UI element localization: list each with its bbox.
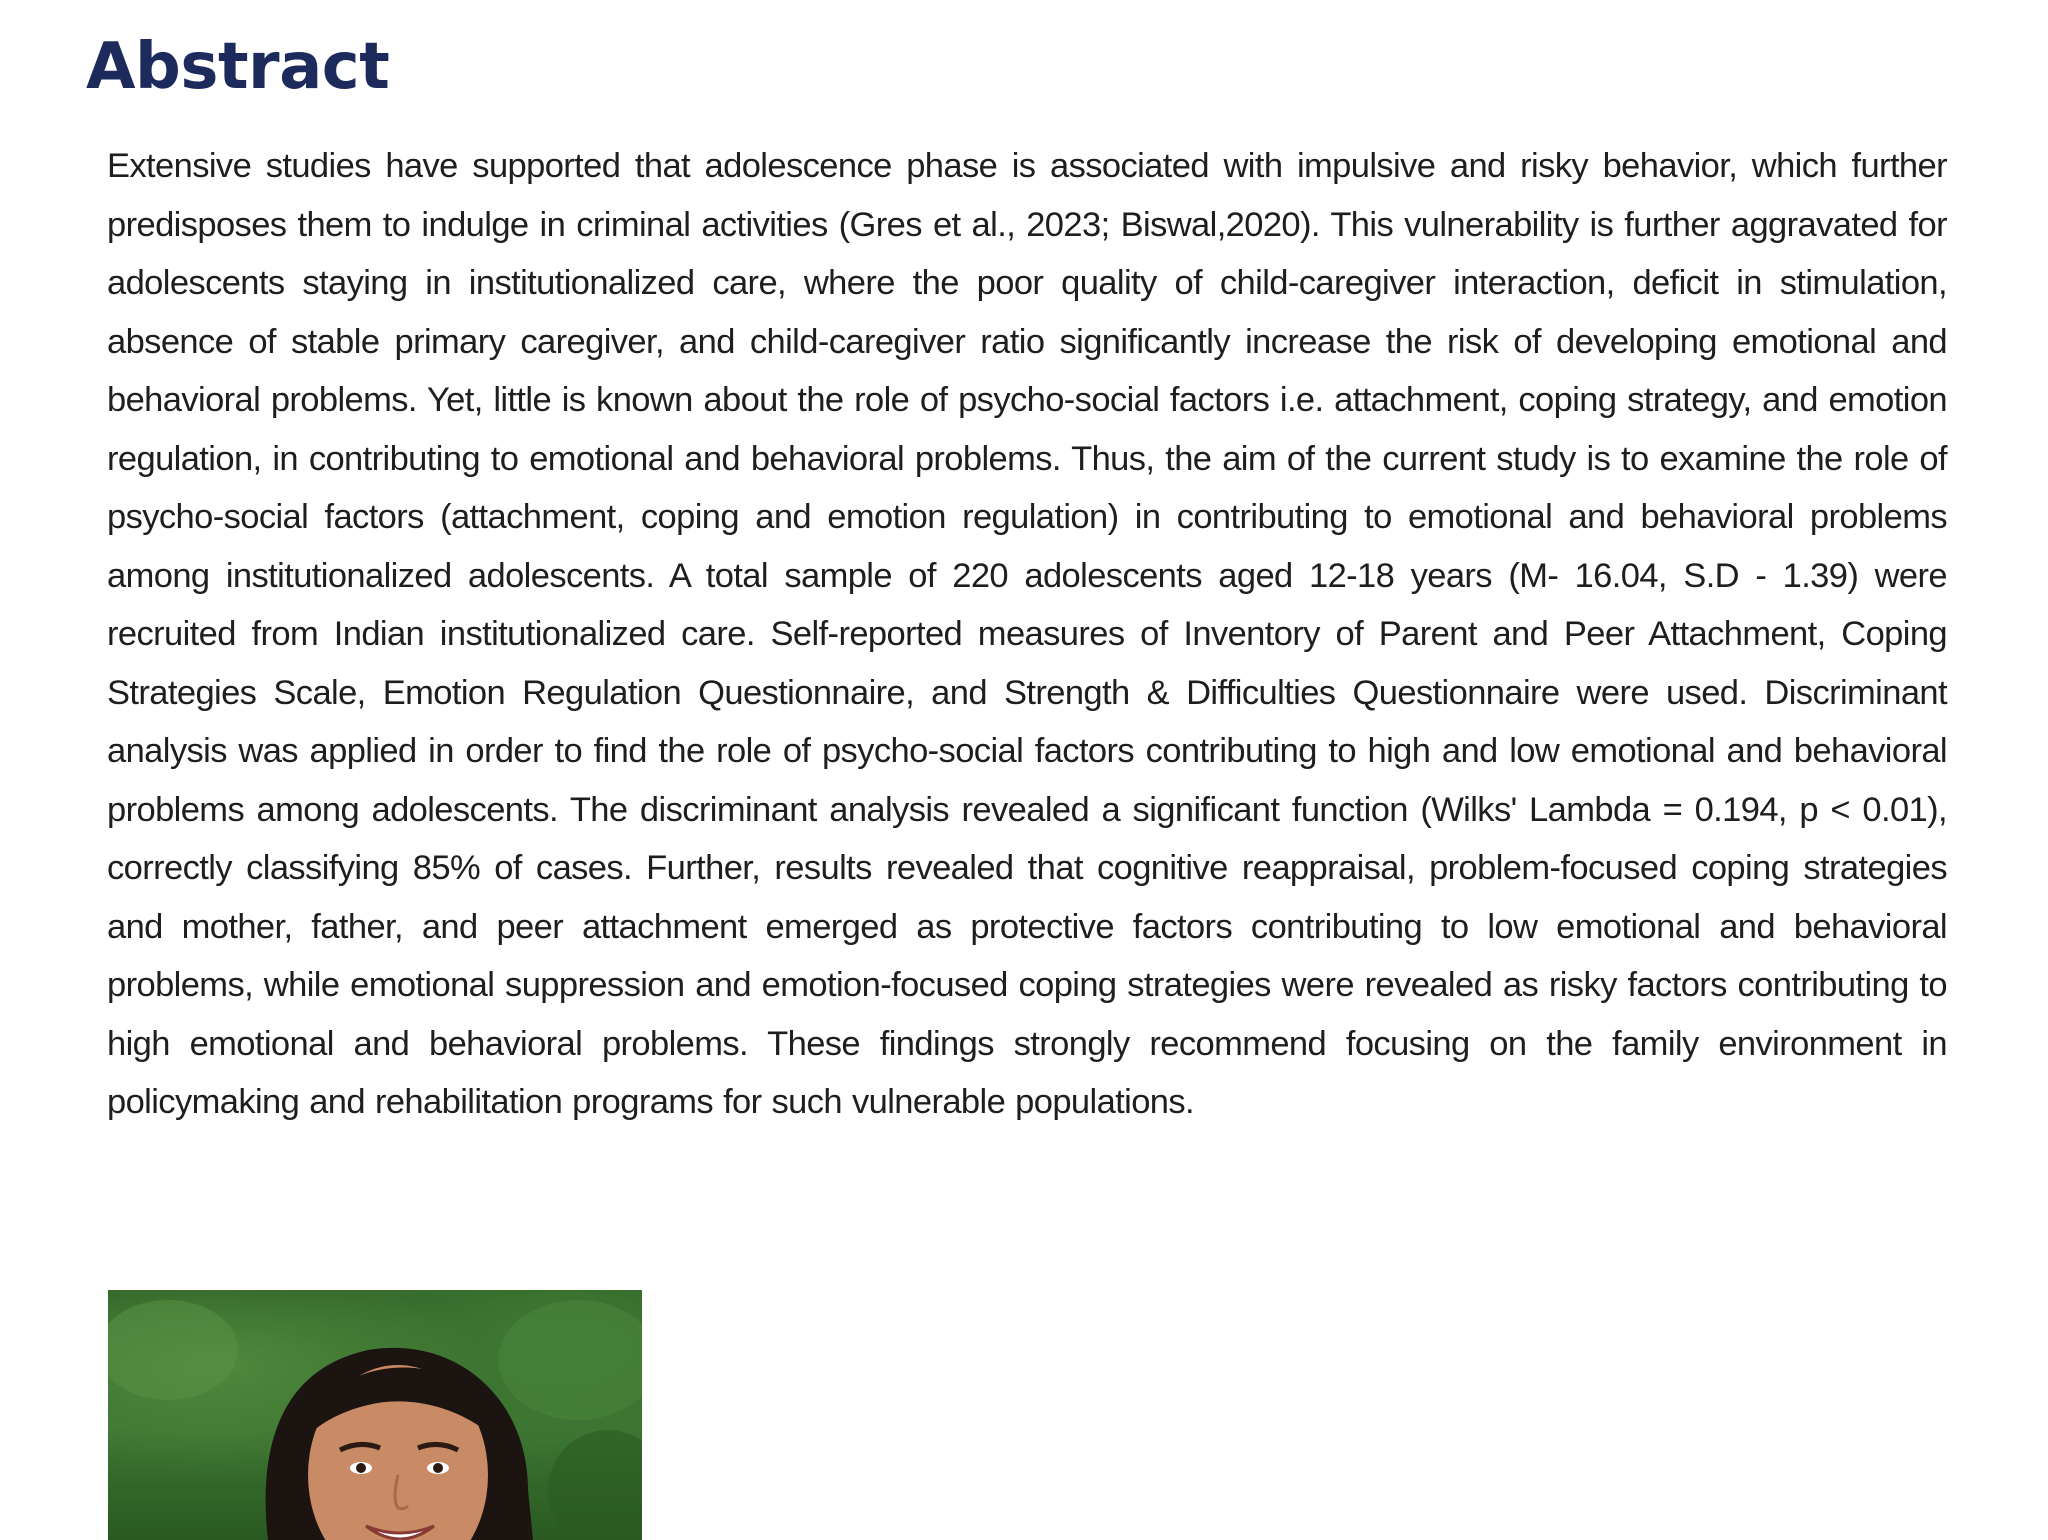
author-photo: [108, 1290, 642, 1540]
abstract-body: Extensive studies have supported that adolescence phase is associated with impulsive and risky behavior, which further predisposes them to indulge in criminal activities (Gres et al., 2023; Biswal,2020). This vulnerability is further aggravated for adolescents staying in institutionalized care, where the poor quality of child-caregiver interaction, deficit in stimulation, absence of stable primary caregiver, and child-caregiver ratio significantly increase the risk of developing emotional and behavioral problems. Yet, little is known about the role of psycho-social factors i.e. attachment, coping strategy, and emotion regulation, in contributing to emotional and behavioral problems. Thus, the aim of the current study is to examine the role of psycho-social factors (attachment, coping and emotion regulation) in contributing to emotional and behavioral problems among institutionalized adolescents. A total sample of 220 adolescents aged 12-18 years (M- 16.04, S.D - 1.39) were recruited from Indian institutionalized care. Self-reported measures of Inventory of Parent and Peer Attachment, Coping Strategies Scale, Emotion Regulation Questionnaire, and Strength & Difficulties Questionnaire were used. Discriminant analysis was applied in order to find the role of psycho-social factors contributing to high and low emotional and behavioral problems among adolescents. The discriminant analysis revealed a significant function (Wilks' Lambda = 0.194, p < 0.01), correctly classifying 85% of cases. Further, results revealed that cognitive reappraisal, problem-focused coping strategies and mother, father, and peer attachment emerged as protective factors contributing to low emotional and behavioral problems, while emotional suppression and emotion-focused coping strategies were revealed as risky factors contributing to high emotional and behavioral problems. These findings strongly recommend focusing on the family environment in policymaking and rehabilitation programs for such vulnerable populations.: [107, 147, 1947, 1121]
abstract-heading: Abstract: [86, 30, 390, 104]
